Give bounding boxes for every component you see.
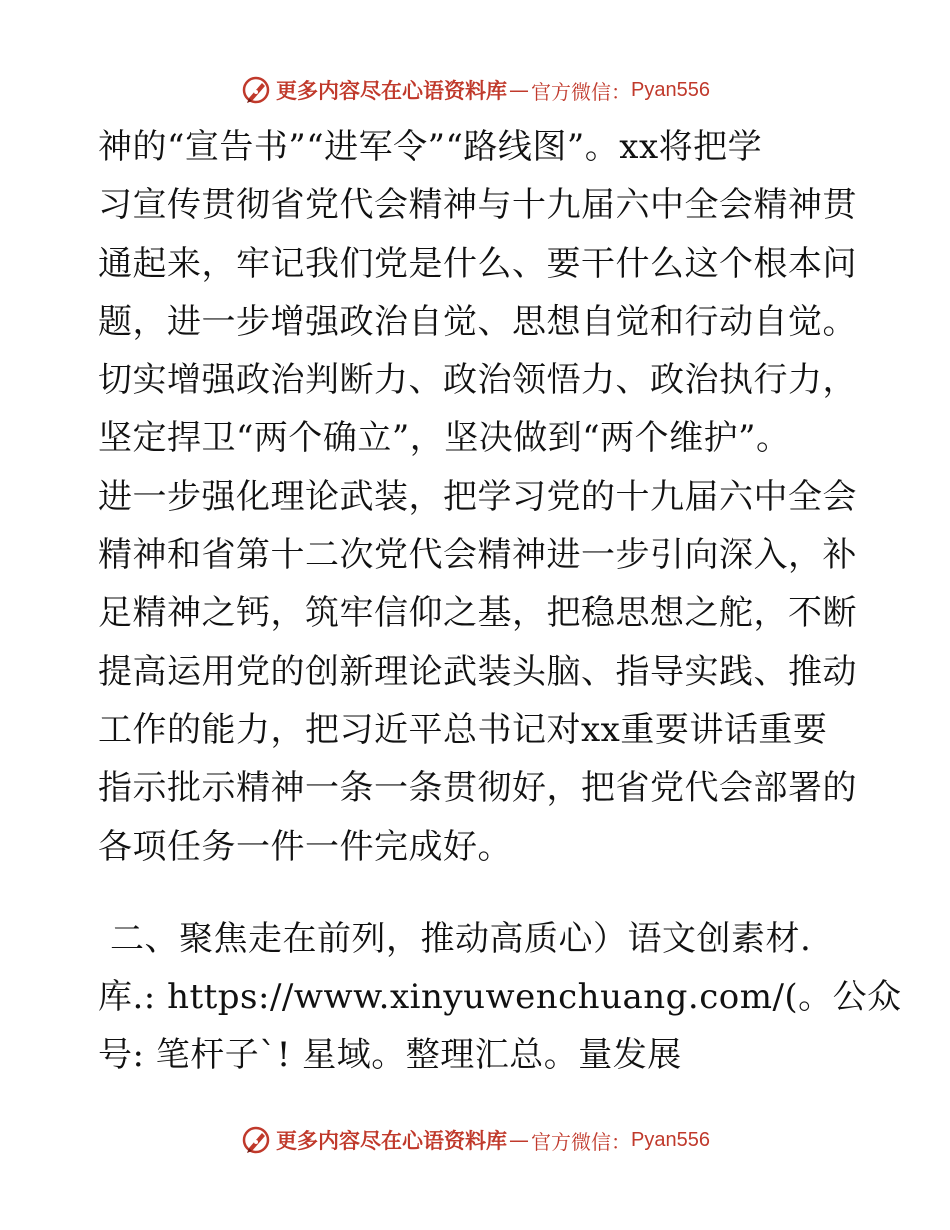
text-line: 习宣传贯彻省党代会精神与十九届六中全会精神贯 <box>98 185 857 226</box>
text-line: 坚定捍卫“两个确立”，坚决做到“两个维护”。 <box>98 418 791 459</box>
footer-account: Pyan556 <box>631 1128 710 1151</box>
text-line: 指示批示精神一条一条贯彻好，把省党代会部署的 <box>98 768 857 809</box>
text-line: 各项任务一件一件完成好。 <box>98 826 512 867</box>
text-line: 精神和省第十二次党代会精神进一步引向深入，补 <box>98 535 857 576</box>
header-separator: — <box>509 78 530 102</box>
text-line: 足精神之钙，筑牢信仰之基，把稳思想之舵，不断 <box>98 593 857 634</box>
footer-wechat-label: 官方微信： <box>531 1129 632 1154</box>
header-brand: 更多内容尽在心语资料库 <box>276 78 508 103</box>
text-line: 通起来，牢记我们党是什么、要干什么这个根本问 <box>98 243 857 284</box>
text-line: 神的“宣告书”“进军令”“路线图”。xx将把学 <box>98 127 763 167</box>
text-line: 号: 笔杆子`! 星域。整理汇总。量发展 <box>98 1035 682 1076</box>
footer-watermark <box>0 1120 950 1160</box>
header-watermark <box>0 70 950 110</box>
paragraph-2 <box>98 910 902 1085</box>
text-line: 提高运用党的创新理论武装头脑、指导实践、推动 <box>98 651 857 692</box>
text-line: 库.: https://www.xinyuwenchuang.com/(。公众 <box>98 977 902 1018</box>
text-line: 进一步强化理论武装，把学习党的十九届六中全会 <box>98 476 857 517</box>
footer-brand: 更多内容尽在心语资料库 <box>276 1128 508 1153</box>
text-line: 题，进一步增强政治自觉、思想自觉和行动自觉。 <box>98 301 857 342</box>
header-wechat-label: 官方微信： <box>531 79 632 104</box>
paragraph-1 <box>98 118 858 876</box>
footer-separator: — <box>509 1128 530 1152</box>
pen-logo-icon <box>240 74 272 106</box>
text-line: 工作的能力，把习近平总书记对xx重要讲话重要 <box>98 709 828 750</box>
text-line: 切实增强政治判断力、政治领悟力、政治执行力， <box>98 360 857 401</box>
pen-logo-icon <box>240 1124 272 1156</box>
text-line: 二、聚焦走在前列，推动高质心）语文创素材. <box>110 918 812 959</box>
header-account: Pyan556 <box>631 78 710 101</box>
document-body <box>98 118 902 1085</box>
